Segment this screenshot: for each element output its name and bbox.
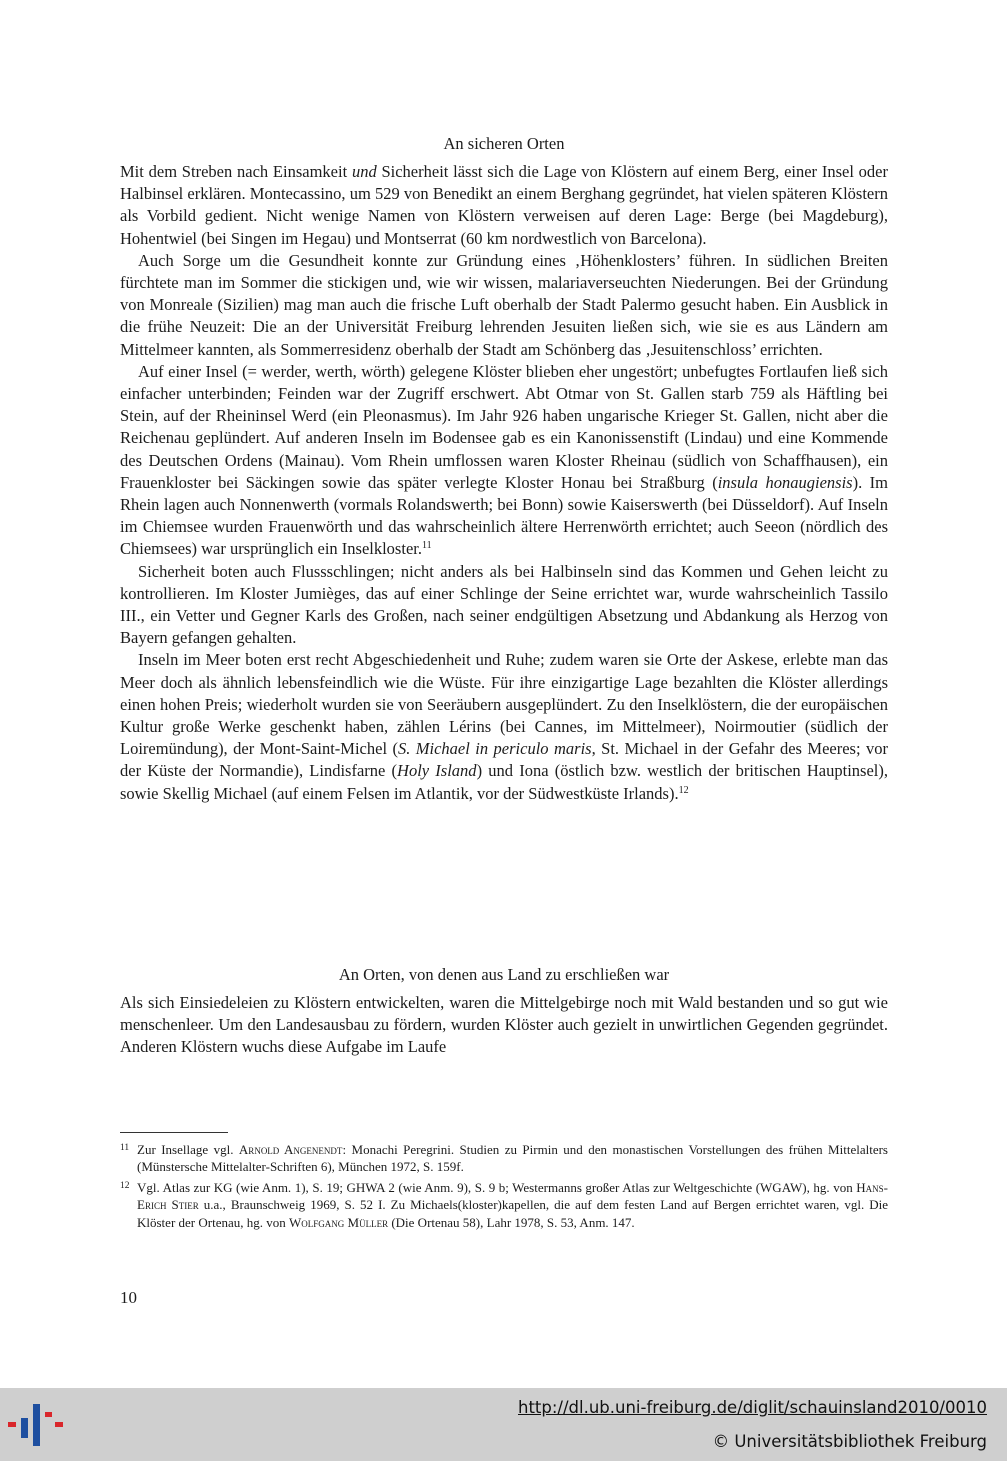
author-name: Hans-Erich Stier xyxy=(137,1179,888,1213)
footnote-number: 11 xyxy=(120,1143,130,1153)
paragraph xyxy=(120,561,888,650)
paragraph xyxy=(120,361,888,561)
text-run: Auch Sorge um die Gesundheit konnte zur Gründung eines ‚Höhenklosters’ führen. In südlichen Breiten fürchtete man im Sommer die stickigen und, wie wir wissen, malariaverseuchten Niederungen. Bei der Gründung von Monreale (Sizilien) mag man auch die frische Luft oberhalb der Stadt Palermo gesucht haben. Ein Ausblick in die frühe Neuzeit: Die an der Universität Freiburg lehrenden Jesuiten ließen sich, wie sie es aus Ländern am Mittelmeer kannten, als Sommerresidenz oberhalb der Stadt am Schönberg das ‚Jesuitenschloss’ errichten. xyxy=(120,250,888,359)
section-body xyxy=(120,161,888,805)
text-run: u.a., Braunschweig 1969, S. 52 I. Zu Michaels(kloster)kapellen, die auf dem festen Land auf Bergen errichtet waren, vgl. Die Klöster der Ortenau, hg. von xyxy=(137,1197,889,1230)
text-run: Vgl. Atlas zur KG (wie Anm. 1), S. 19; GHWA 2 (wie Anm. 9), S. 9 b; Westermanns großer Atlas zur Weltgeschichte (WGAW), hg. von xyxy=(137,1179,857,1195)
section-heading: An sicheren Orten xyxy=(443,134,565,153)
footnote-reference: 11 xyxy=(421,540,432,552)
paragraph xyxy=(120,649,888,804)
document-url-link[interactable]: http://dl.ub.uni-freiburg.de/diglit/schauinsland2010/0010 xyxy=(517,1398,987,1417)
text-run: , St. Michael in der Gefahr des Meeres; vor der Küste der Normandie), Lindisfarne ( xyxy=(120,739,888,781)
text-run: Sicherheit lässt sich die Lage von Klöstern auf einem Berg, einer Insel oder Halbinsel erklären. Montecassino, um 529 von Benedikt an einem Berghang gegründet, hat vielen späteren Klöstern als Vorbild gedient. Nicht wenige Namen von Klöstern verweisen auf deren Lage: Berge (bei Magdeburg), Hohentwiel (bei Singen im Hegau) und Montserrat (60 km nordwestlich von Barcelona). xyxy=(120,162,888,248)
page-number: 10 xyxy=(120,1288,137,1307)
italic-text: S. Michael in periculo maris xyxy=(397,739,592,759)
paragraph xyxy=(120,992,888,1059)
section-body xyxy=(120,992,888,1059)
footnotes xyxy=(120,1141,888,1234)
text-run: Zur Insellage vgl. xyxy=(137,1142,239,1157)
text-run: Inseln im Meer boten erst recht Abgeschiedenheit und Ruhe; zudem waren sie Orte der Askese, erlebte man das Meer doch als ähnlich lebensfeindlich wie die Wüste. Für ihre einzigartige Lage bezahlten die Klöster allerdings einen hohen Preis; wiederholt wurden sie von Seeräubern ausgeplündert. Zu den Inselklöstern, die der europäischen Kultur große Werke geschenkt haben, zählen Lérins (bei Cannes, im Mittelmeer), Noirmoutier (südlich der Loiremündung), der Mont-Saint-Michel ( xyxy=(120,650,888,759)
footnote-reference: 12 xyxy=(678,784,689,796)
text-run: Als sich Einsiedeleien zu Klöstern entwickelten, waren die Mittelgebirge noch mit Wald bestanden und so gut wie menschenleer. Um den Landesausbau zu fördern, wurden Klöster auch gezielt in unwirtlichen Gegenden gegründet. Anderen Klöstern wuchs diese Aufgabe im Laufe xyxy=(120,993,888,1057)
ub-freiburg-logo-icon xyxy=(8,1404,64,1446)
text-run: Mit dem Streben nach Einsamkeit xyxy=(120,162,352,181)
text-run: ). Im Rhein lagen auch Nonnenwerth (vormals Rolandswerth; bei Bonn) sowie Kaiserswerth (bei Düsseldorf). Auf Inseln im Chiemsee wurden Frauenwörth und das wahrscheinlich ältere Herrenwörth errichtet; auch Seeon (nördlich des Chiemsees) war ursprünglich ein Inselkloster. xyxy=(120,472,889,559)
footnote xyxy=(120,1141,888,1176)
text-run: (Die Ortenau 58), Lahr 1978, S. 53, Anm. 147. xyxy=(388,1214,635,1230)
footnote-divider xyxy=(120,1132,228,1133)
section-heading: An Orten, von denen aus Land zu erschließen war xyxy=(338,965,670,984)
copyright-text: © Universitätsbibliothek Freiburg xyxy=(712,1432,987,1451)
text-run: Sicherheit boten auch Flussschlingen; nicht anders als bei Halbinseln sind das Kommen und Gehen leicht zu kontrollieren. Im Kloster Jumièges, das auf einer Schlinge der Seine errichtet war, wurde wahrscheinlich Tassilo III., ein Vetter und Gegner Karls des Großen, nach seiner endgültigen Absetzung und Abdankung als Herzog von Bayern gefangen gehalten. xyxy=(120,561,888,648)
italic-text: und xyxy=(351,162,377,181)
footer-bar xyxy=(0,1388,1007,1461)
author-name: Wolfgang Müller xyxy=(289,1214,389,1230)
italic-text: insula honaugiensis xyxy=(717,472,853,492)
footnote xyxy=(120,1179,888,1231)
text-run: : Monachi Peregrini. Studien zu Pirmin und den monastischen Vorstellungen des frühen Mittelalters (Münstersche Mittelalter-Schriften 6), München 1972, S. 159f. xyxy=(137,1142,888,1175)
text-run: Auf einer Insel (= werder, werth, wörth) gelegene Klöster blieben eher ungestört; unbefugtes Fortlaufen ließ sich einfacher unterbinden; Feinden war der Zugriff erschwert. Abt Otmar von St. Gallen starb 759 als Häftling bei Stein, auf der Rheininsel Werd (ein Pleonasmus). Im Jahr 926 haben ungarische Krieger St. Gallen, nicht aber die Reichenau geplündert. Auf anderen Inseln im Bodensee gab es ein Kanonissenstift (Lindau) und eine Kommende des Deutschen Ordens (Mainau). Vom Rhein umflossen waren Kloster Rheinau (südlich von Schaffhausen), ein Frauenkloster bei Säckingen sowie das später verlegte Kloster Honau bei Straßburg ( xyxy=(120,361,888,492)
text-run: ) und Iona (östlich bzw. westlich der britischen Hauptinsel), sowie Skellig Michael (auf einem Felsen im Atlantik, vor der Südwestküste Irlands). xyxy=(120,761,888,803)
italic-text: Holy Island xyxy=(397,761,477,781)
footnote-number: 12 xyxy=(120,1180,130,1191)
paragraph xyxy=(120,161,888,250)
paragraph xyxy=(120,250,888,361)
author-name: Arnold Angenendt xyxy=(238,1142,343,1157)
